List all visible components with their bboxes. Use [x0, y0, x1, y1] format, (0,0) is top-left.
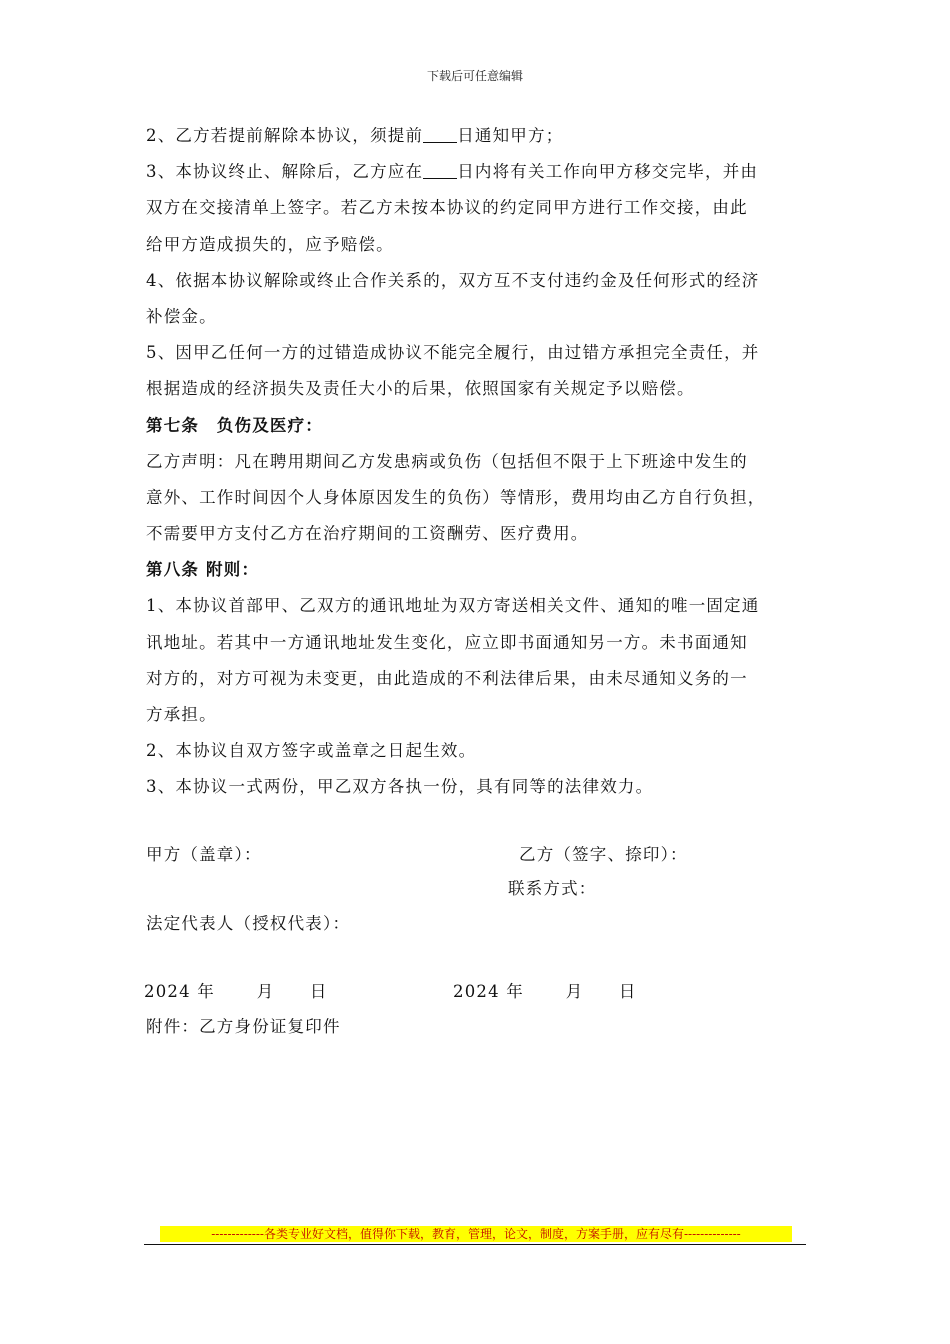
article-8-clause-1: 方承担。	[146, 705, 217, 724]
page-header: 下载后可任意编辑	[426, 69, 523, 83]
article-8-clause-1: 对方的，对方可视为未变更，由此造成的不利法律后果，由未尽通知义务的一	[146, 668, 748, 688]
text: 3、本协议终止、解除后，乙方应在	[146, 162, 424, 182]
document-body	[146, 118, 826, 806]
clause-4-cont: 补偿金。	[146, 306, 217, 326]
party-b-sign-label: 乙方（签字、捺印）：	[519, 845, 688, 864]
article-7-text: 不需要甲方支付乙方在治疗期间的工资酬劳、医疗费用。	[146, 524, 589, 544]
clause-4: 4、依据本协议解除或终止合作关系的，双方互不支付违约金及任何形式的经济	[146, 270, 760, 290]
blank-field	[423, 162, 457, 179]
footer-banner: -------------各类专业好文档，值得你下载，教育，管理，论文，制度，方案手册，应有尽有--------------	[160, 1226, 792, 1242]
clause-3	[146, 154, 826, 190]
blank-field	[423, 126, 457, 143]
article-7-text: 乙方声明：凡在聘用期间乙方发患病或负伤（包括但不限于上下班途中发生的	[146, 451, 748, 471]
text: 日内将有关工作向甲方移交完毕，并由	[457, 162, 759, 182]
article-8-clause-1: 1、本协议首部甲、乙双方的通讯地址为双方寄送相关文件、通知的唯一固定通	[146, 596, 760, 616]
article-8-clause-1: 讯地址。若其中一方通讯地址发生变化，应立即书面通知另一方。未书面通知	[146, 632, 748, 652]
article-8-clause-2: 2、本协议自双方签字或盖章之日起生效。	[146, 741, 477, 761]
date-party-a: 2024 年 月 日	[144, 982, 328, 1001]
clause-2	[146, 118, 826, 154]
attachment-note: 附件：乙方身份证复印件	[146, 1017, 341, 1036]
article-7-title: 第七条 负伤及医疗：	[146, 415, 323, 435]
clause-5-cont: 根据造成的经济损失及责任大小的后果，依照国家有关规定予以赔偿。	[146, 379, 695, 399]
article-8-title: 第八条 附则：	[146, 560, 260, 580]
date-party-b: 2024 年 月 日	[453, 982, 637, 1001]
clause-3-cont: 双方在交接清单上签字。若乙方未按本协议的约定同甲方进行工作交接，由此	[146, 198, 748, 218]
party-a-seal-label: 甲方（盖章）：	[146, 845, 262, 864]
clause-5: 5、因甲乙任何一方的过错造成协议不能完全履行，由过错方承担完全责任，并	[146, 343, 760, 363]
legal-rep-label: 法定代表人（授权代表）：	[146, 914, 351, 933]
contact-label: 联系方式：	[508, 879, 597, 898]
text: 2、乙方若提前解除本协议，须提前	[146, 126, 424, 145]
clause-3-cont: 给甲方造成损失的，应予赔偿。	[146, 234, 394, 254]
article-7-text: 意外、工作时间因个人身体原因发生的负伤）等情形，费用均由乙方自行负担，	[146, 487, 766, 507]
footer-divider	[144, 1244, 806, 1245]
text: 日通知甲方；	[457, 126, 564, 145]
article-8-clause-3: 3、本协议一式两份，甲乙双方各执一份，具有同等的法律效力。	[146, 777, 654, 797]
